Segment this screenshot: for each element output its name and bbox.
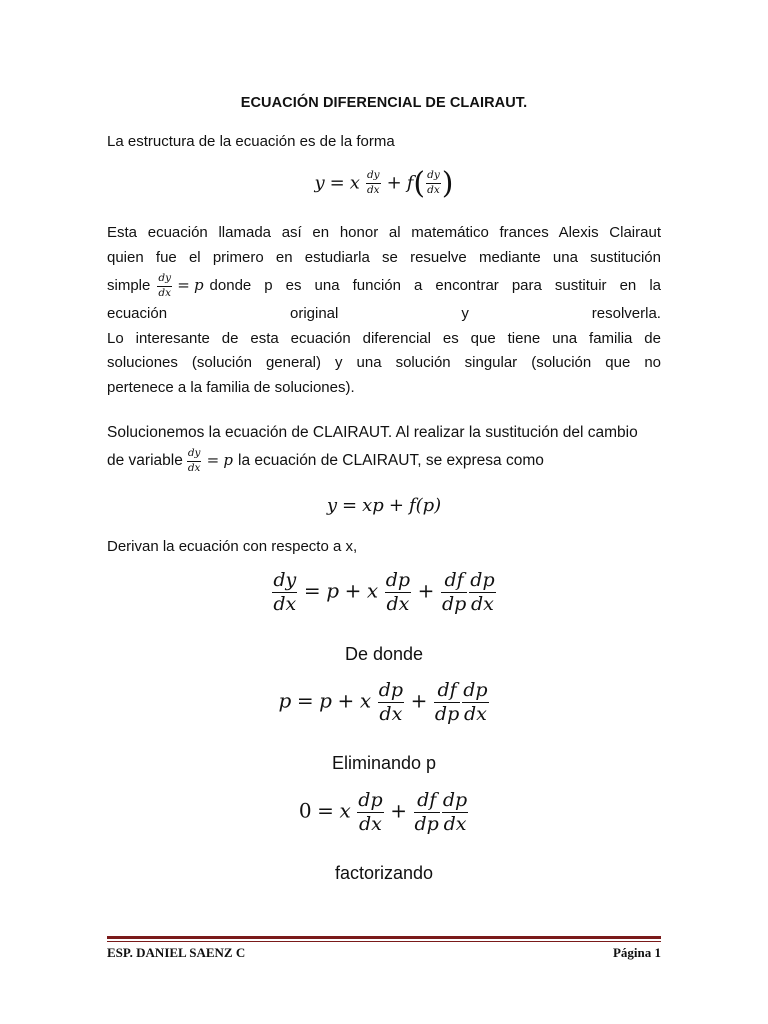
paragraph-2 [107,421,661,478]
footer-rule [107,936,661,939]
label-de-donde: De donde [344,644,424,664]
equation-clairaut-form: y = x $\frac{dy}{dx}$ + f( $\frac{dy}{dx}$ ) [314,166,454,201]
para1-line4-word: original [290,305,339,322]
label-factorizando: factorizando [334,863,434,883]
para1-line7: pertenece a la familia de soluciones). [107,378,355,396]
para1-line5: Lo interesante de esta ecuación diferencial es que tiene una familia de [107,329,661,347]
label-eliminando: Eliminando p [331,753,437,773]
equation-derivative: $\frac{dy}{dx}$ = p + x $\frac{dp}{dx}$ + $\frac{df}{dp}$ $\frac{dp}{dx}$ [273,569,495,615]
para1-line1: Esta ecuación llamada así en honor al matemático frances Alexis Clairaut [107,224,661,241]
para1-line3: simple $\frac{dy}{dx}$ = p donde p es una función a encontrar para sustituir en la [107,271,661,299]
para1-line4-word: y [461,305,469,322]
intro-text: La estructura de la ecuación es de la forma [107,133,395,150]
para1-line4-word: resolverla. [591,305,661,322]
page-footer [107,945,661,961]
document-title: ECUACIÓN DIFERENCIAL DE CLAIRAUT. [240,95,528,111]
paragraph-1 [107,221,661,400]
para2-line2: de variable $\frac{dy}{dx}$ = p la ecuación de CLAIRAUT, se expresa como [107,447,544,474]
para2-line1: Solucionemos la ecuación de CLAIRAUT. Al realizar la sustitución del cambio [107,424,638,441]
para1-line4 [107,302,661,327]
equation-de-donde: p = p + x $\frac{dp}{dx}$ + $\frac{df}{dp}$ $\frac{dp}{dx}$ [278,679,488,725]
para1-line2: quien fue el primero en estudiarla se resuelve mediante una sustitución [107,248,661,266]
derivan-text: Derivan la ecuación con respecto a x, [107,538,358,555]
equation-eliminando: 0 = x $\frac{dp}{dx}$ + $\frac{df}{dp}$ $\frac{dp}{dx}$ [298,789,468,835]
footer-author: ESP. DANIEL SAENZ C [107,945,246,960]
footer-page-number: Página 1 [612,945,661,960]
para1-line4-word: ecuación [107,305,168,322]
equation-substituted: y = xp + f(p) [326,495,442,516]
footer-rule-thin [107,941,661,942]
para1-line6: soluciones (solución general) y una solución singular (solución que no [107,354,661,371]
